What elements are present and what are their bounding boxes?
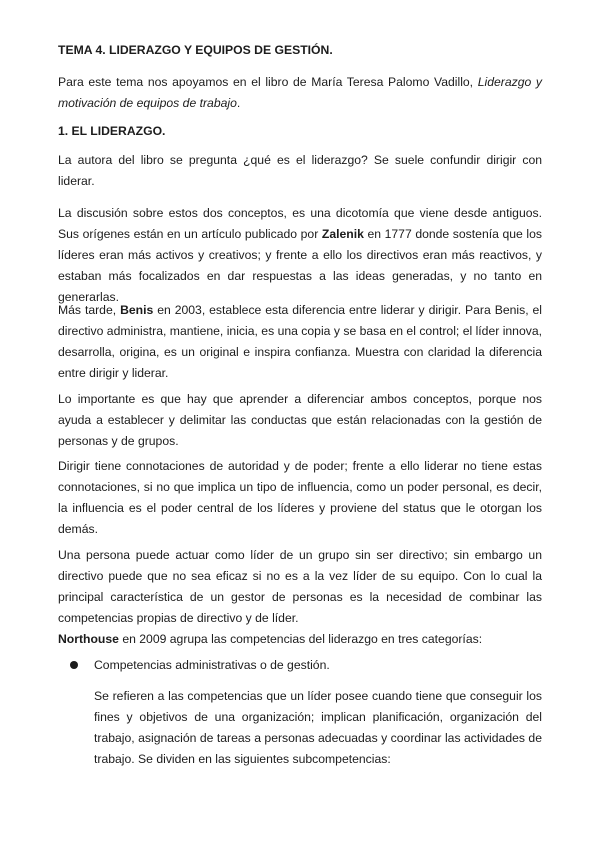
document-heading: TEMA 4. LIDERAZGO Y EQUIPOS DE GESTIÓN. (58, 43, 333, 57)
paragraph-4: Lo importante es que hay que aprender a diferenciar ambos conceptos, porque nos ayuda a establecer y delimitar las conductas que están relacionadas con la gestión de personas y de grupos. (58, 392, 542, 448)
paragraph-3-b: en 2003, establece esta diferencia entre liderar y dirigir. Para Benis, el directivo administra, mantiene, inicia, es una copia y se basa en el control; el líder innova, desarrolla, origina, es un original e inspira confianza. Muestra con claridad la diferencia entre dirigir y liderar. (58, 303, 543, 380)
bullet-item-1: Competencias administrativas o de gestión. (94, 658, 330, 672)
paragraph-3-a: Más tarde, (58, 303, 121, 317)
author-zalenik: Zalenik (321, 227, 364, 241)
paragraph-5: Dirigir tiene connotaciones de autoridad y de poder; frente a ello liderar no tiene estas connotaciones, si no que implica un tipo de influencia, como un poder personal, es decir, la influencia es el poder central de los líderes y proviene del status que le otorgan los demás. (58, 459, 542, 536)
author-benis: Benis (120, 303, 154, 317)
paragraph-6: Una persona puede actuar como líder de un grupo sin ser directivo; sin embargo un directivo puede que no sea eficaz si no es a la vez líder de su equipo. Con lo cual la principal característica de un gestor de personas es la necesidad de combinar las competencias propias de directivo y de líder. (58, 548, 542, 625)
paragraph-1: La autora del libro se pregunta ¿qué es el liderazgo? Se suele confundir dirigir con liderar. (58, 153, 542, 188)
bullet-dot-icon (70, 661, 78, 669)
section-title: 1. EL LIDERAZGO. (58, 124, 166, 138)
intro-paragraph (58, 72, 542, 114)
intro-end: . (236, 96, 241, 110)
paragraph-7-b: en 2009 agrupa las competencias del liderazgo en tres categorías: (118, 632, 483, 646)
paragraph-7 (58, 629, 542, 650)
author-northouse: Northouse (58, 632, 119, 646)
paragraph-2-a: La discusión sobre estos dos conceptos, es una dicotomía que viene desde antiguos. Sus orígenes están en un artículo publicado por (58, 206, 542, 241)
paragraph-2-b: en 1777 donde sostenía que los líderes eran más activos y creativos; y frente a ello los directivos eran más reactivos, y estaban más focalizados en dar respuestas a las ideas generadas, y no tanto en generarlas. (58, 227, 542, 304)
intro-text: Para este tema nos apoyamos en el libro de María Teresa Palomo Vadillo, (58, 75, 478, 89)
paragraph-8: Se refieren a las competencias que un líder posee cuando tiene que conseguir los fines y objetivos de una organización; implican planificación, organización del trabajo, asignación de tareas a personas adecuadas y coordinar las actividades de trabajo. Se dividen en las siguientes subcompetencias: (94, 689, 542, 766)
paragraph-2 (58, 203, 542, 308)
book-title: Liderazgo y motivación de equipos de trabajo (58, 75, 542, 110)
paragraph-3 (58, 300, 542, 384)
